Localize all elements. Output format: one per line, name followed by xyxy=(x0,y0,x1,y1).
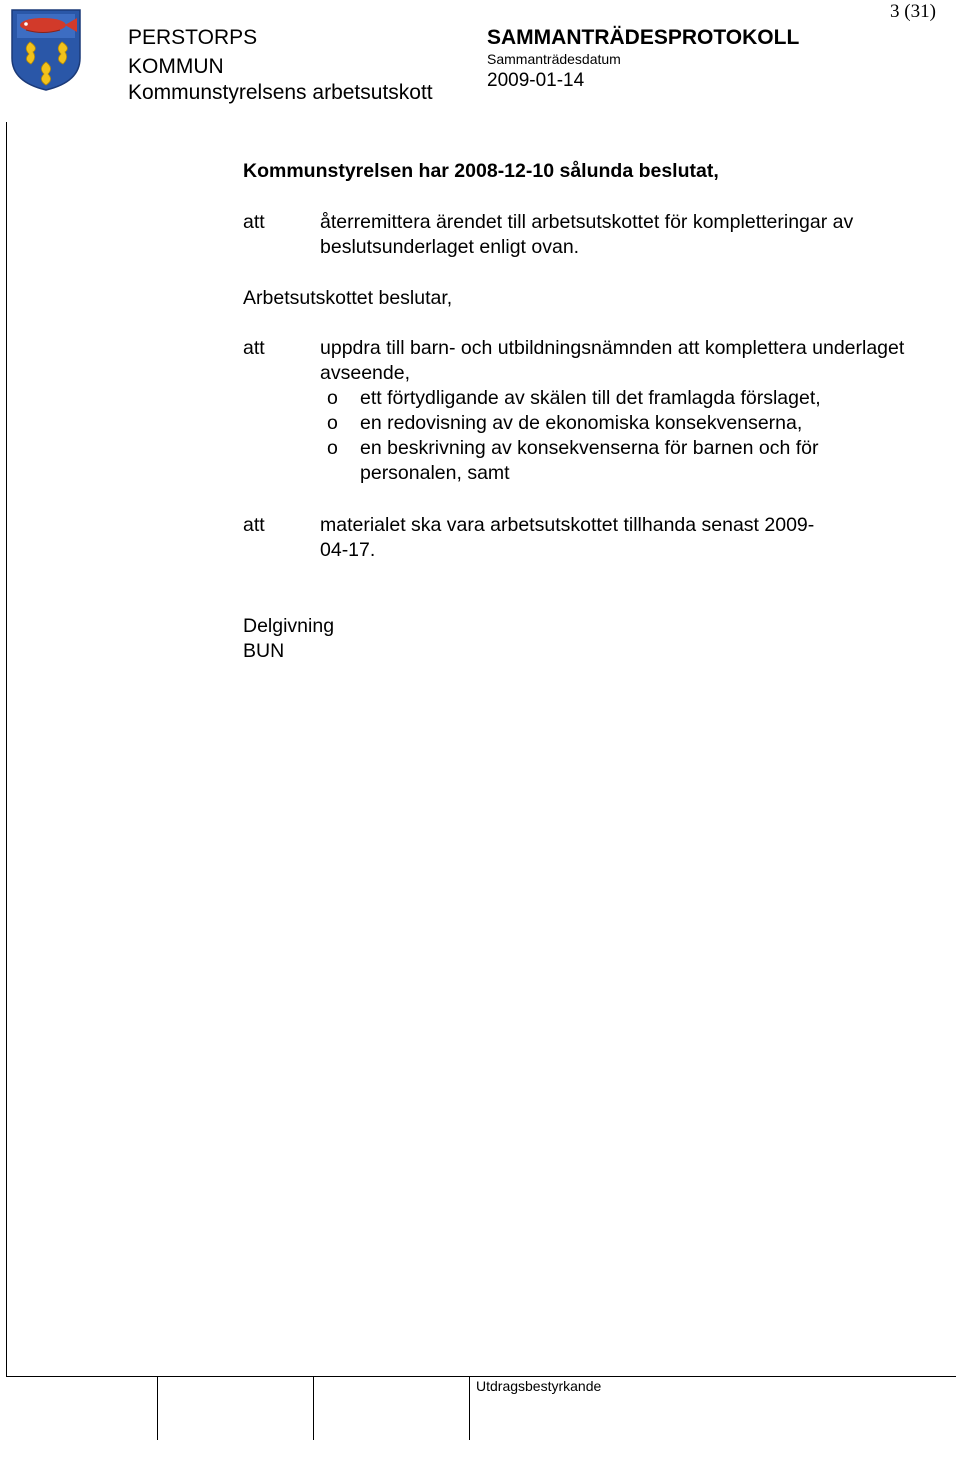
list-item xyxy=(320,386,900,411)
footer-divider xyxy=(157,1376,158,1440)
org-name-line2: KOMMUN xyxy=(128,55,224,78)
section-heading-ks-decision: Kommunstyrelsen har 2008-12-10 sålunda beslutat, xyxy=(243,160,719,182)
list-item xyxy=(320,411,900,436)
list-item xyxy=(320,436,900,486)
section-heading-au-decision: Arbetsutskottet beslutar, xyxy=(243,287,453,309)
org-name-line3: Kommunstyrelsens arbetsutskott xyxy=(128,81,433,104)
bullet-marker: o xyxy=(327,437,338,459)
page-number: 3 (31) xyxy=(890,1,936,22)
decision-label: att xyxy=(243,337,265,359)
footer-divider xyxy=(313,1376,314,1440)
list-item-text: ett förtydligande av skälen till det framlagda förslaget, xyxy=(360,387,821,409)
left-margin-rule xyxy=(6,122,7,1377)
decision-text: återremittera ärendet till arbetsutskottet för kompletteringar av beslutsunderlaget enligt ovan. xyxy=(320,211,854,258)
decision-label: att xyxy=(243,514,265,536)
delivery-recipient: BUN xyxy=(243,640,285,662)
list-item-text: en beskrivning av konsekvenserna för barnen och för personalen, samt xyxy=(360,437,819,484)
decision-text: uppdra till barn- och utbildningsnämnden att komplettera underlaget avseende, xyxy=(320,337,905,384)
org-name-line1: PERSTORPS xyxy=(128,26,258,49)
list-item-text: en redovisning av de ekonomiska konsekvenserna, xyxy=(360,412,803,434)
bullet-marker: o xyxy=(327,387,338,409)
footer-divider xyxy=(469,1376,470,1440)
footer-top-rule xyxy=(6,1376,956,1377)
meeting-date-value: 2009-01-14 xyxy=(487,70,585,91)
supplement-requirements-list xyxy=(320,386,900,486)
certification-label: Utdragsbestyrkande xyxy=(476,1378,602,1394)
decision-label: att xyxy=(243,211,265,233)
coat-of-arms-icon xyxy=(10,8,82,92)
meeting-date-label: Sammanträdesdatum xyxy=(487,51,621,67)
bullet-marker: o xyxy=(327,412,338,434)
delivery-label: Delgivning xyxy=(243,615,335,637)
document-type-title: SAMMANTRÄDESPROTOKOLL xyxy=(487,26,800,49)
decision-text: materialet ska vara arbetsutskottet tillhanda senast 2009-04-17. xyxy=(320,514,815,561)
municipal-coat-of-arms xyxy=(10,8,82,92)
